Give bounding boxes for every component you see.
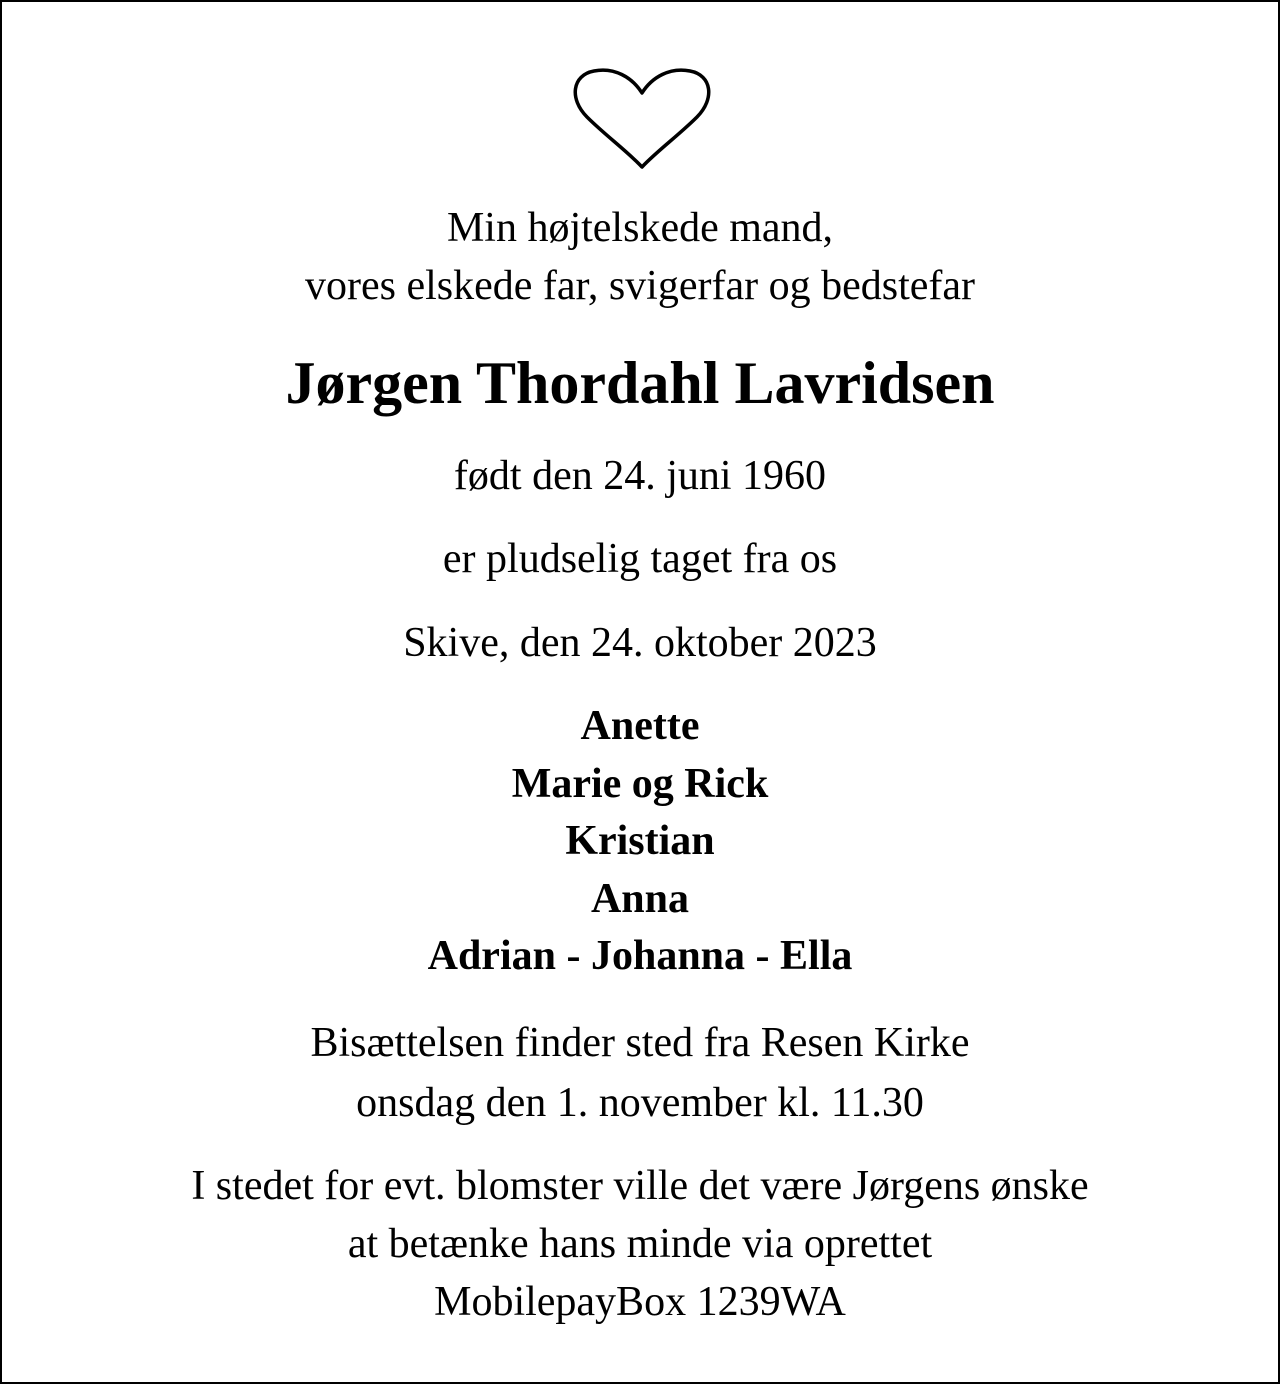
donation-line-2: at betænke hans minde via oprettet — [347, 1221, 933, 1267]
intro-line-1: Min højtelskede mand, — [446, 205, 834, 251]
place-and-date: Skive, den 24. oktober 2023 — [403, 620, 877, 666]
intro-line-2: vores elskede far, svigerfar og bedstefar — [304, 263, 975, 309]
family-member: Adrian - Johanna - Ella — [427, 933, 853, 979]
deceased-name: Jørgen Thordahl Lavridsen — [285, 350, 995, 416]
donation-line-1: I stedet for evt. blomster ville det være Jørgens ønske — [191, 1163, 1089, 1209]
donation-line-3: MobilepayBox 1239WA — [434, 1279, 846, 1325]
funeral-line-2: onsdag den 1. november kl. 11.30 — [356, 1080, 924, 1126]
heart-icon — [567, 67, 717, 172]
family-member: Anna — [590, 876, 690, 922]
funeral-line-1: Bisættelsen finder sted fra Resen Kirke — [310, 1020, 970, 1066]
family-member: Anette — [580, 703, 700, 749]
family-member: Kristian — [565, 818, 715, 864]
passing-text: er pludselig taget fra os — [442, 536, 838, 582]
family-member: Marie og Rick — [511, 761, 769, 807]
birth-date: født den 24. juni 1960 — [453, 453, 827, 499]
